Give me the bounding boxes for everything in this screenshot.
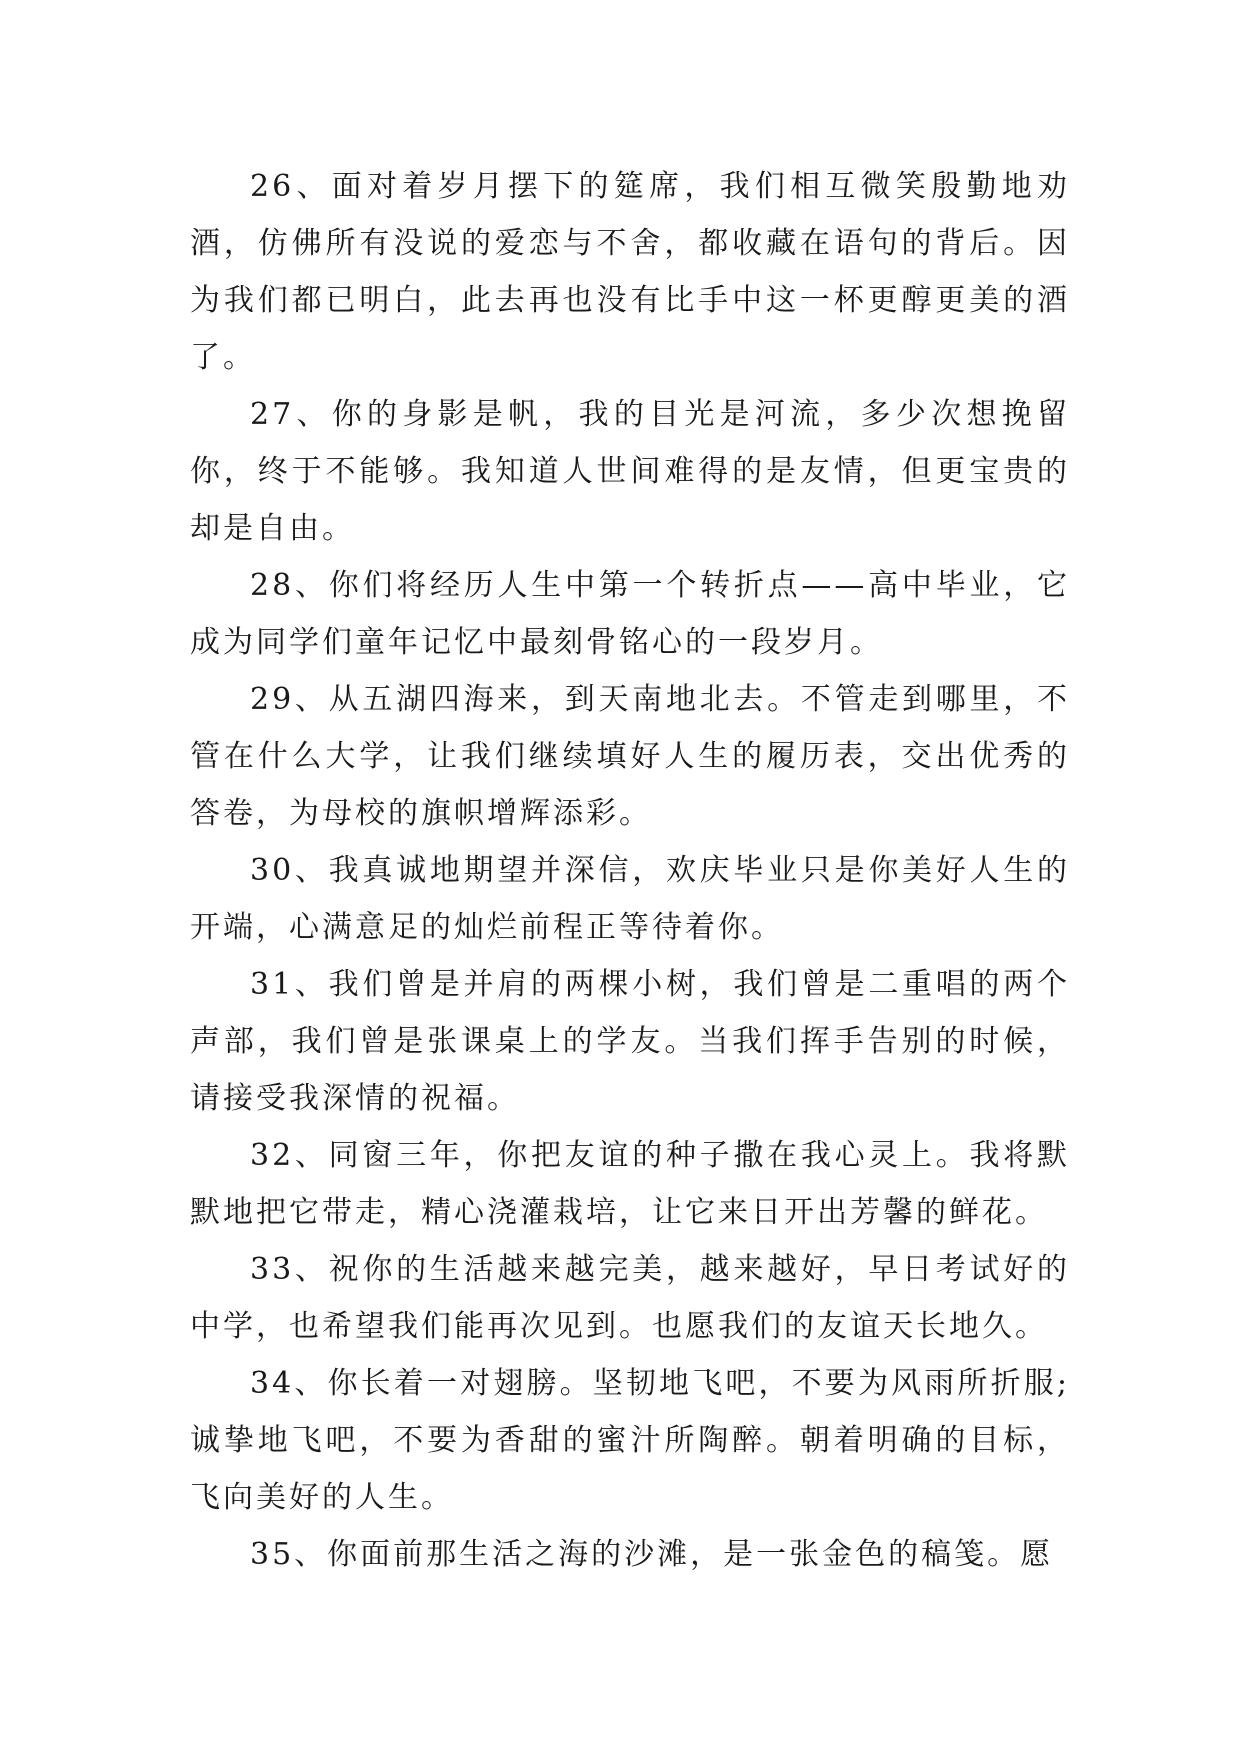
paragraph-35: 35、你面前那生活之海的沙滩，是一张金色的稿笺。愿 — [250, 1537, 1054, 1572]
document-body — [190, 158, 1070, 1583]
paragraph-26: 26、面对着岁月摆下的筵席，我们相互微笑殷勤地劝酒，仿佛所有没说的爱恋与不舍，都收藏在语句的背后。因为我们都已明白，此去再也没有比手中这一杯更醇更美的酒了。 — [190, 169, 1070, 375]
paragraph-27: 27、你的身影是帆，我的目光是河流，多少次想挽留你，终于不能够。我知道人世间难得的是友情，但更宝贵的却是自由。 — [190, 397, 1070, 546]
paragraph-30: 30、我真诚地期望并深信，欢庆毕业只是你美好人生的开端，心满意足的灿烂前程正等待着你。 — [190, 853, 1070, 945]
paragraph-34: 34、你长着一对翅膀。坚韧地飞吧，不要为风雨所折服;诚挚地飞吧，不要为香甜的蜜汁所陶醉。朝着明确的目标，飞向美好的人生。 — [190, 1366, 1070, 1515]
paragraph-28: 28、你们将经历人生中第一个转折点——高中毕业，它成为同学们童年记忆中最刻骨铭心的一段岁月。 — [190, 568, 1070, 660]
paragraph-32: 32、同窗三年，你把友谊的种子撒在我心灵上。我将默默地把它带走，精心浇灌栽培，让它来日开出芳馨的鲜花。 — [190, 1138, 1070, 1230]
paragraph-29: 29、从五湖四海来，到天南地北去。不管走到哪里，不管在什么大学，让我们继续填好人生的履历表，交出优秀的答卷，为母校的旗帜增辉添彩。 — [190, 682, 1070, 831]
paragraph-33: 33、祝你的生活越来越完美，越来越好，早日考试好的中学，也希望我们能再次见到。也愿我们的友谊天长地久。 — [190, 1252, 1070, 1344]
paragraph-31: 31、我们曾是并肩的两棵小树，我们曾是二重唱的两个声部，我们曾是张课桌上的学友。当我们挥手告别的时候，请接受我深情的祝福。 — [190, 967, 1070, 1116]
